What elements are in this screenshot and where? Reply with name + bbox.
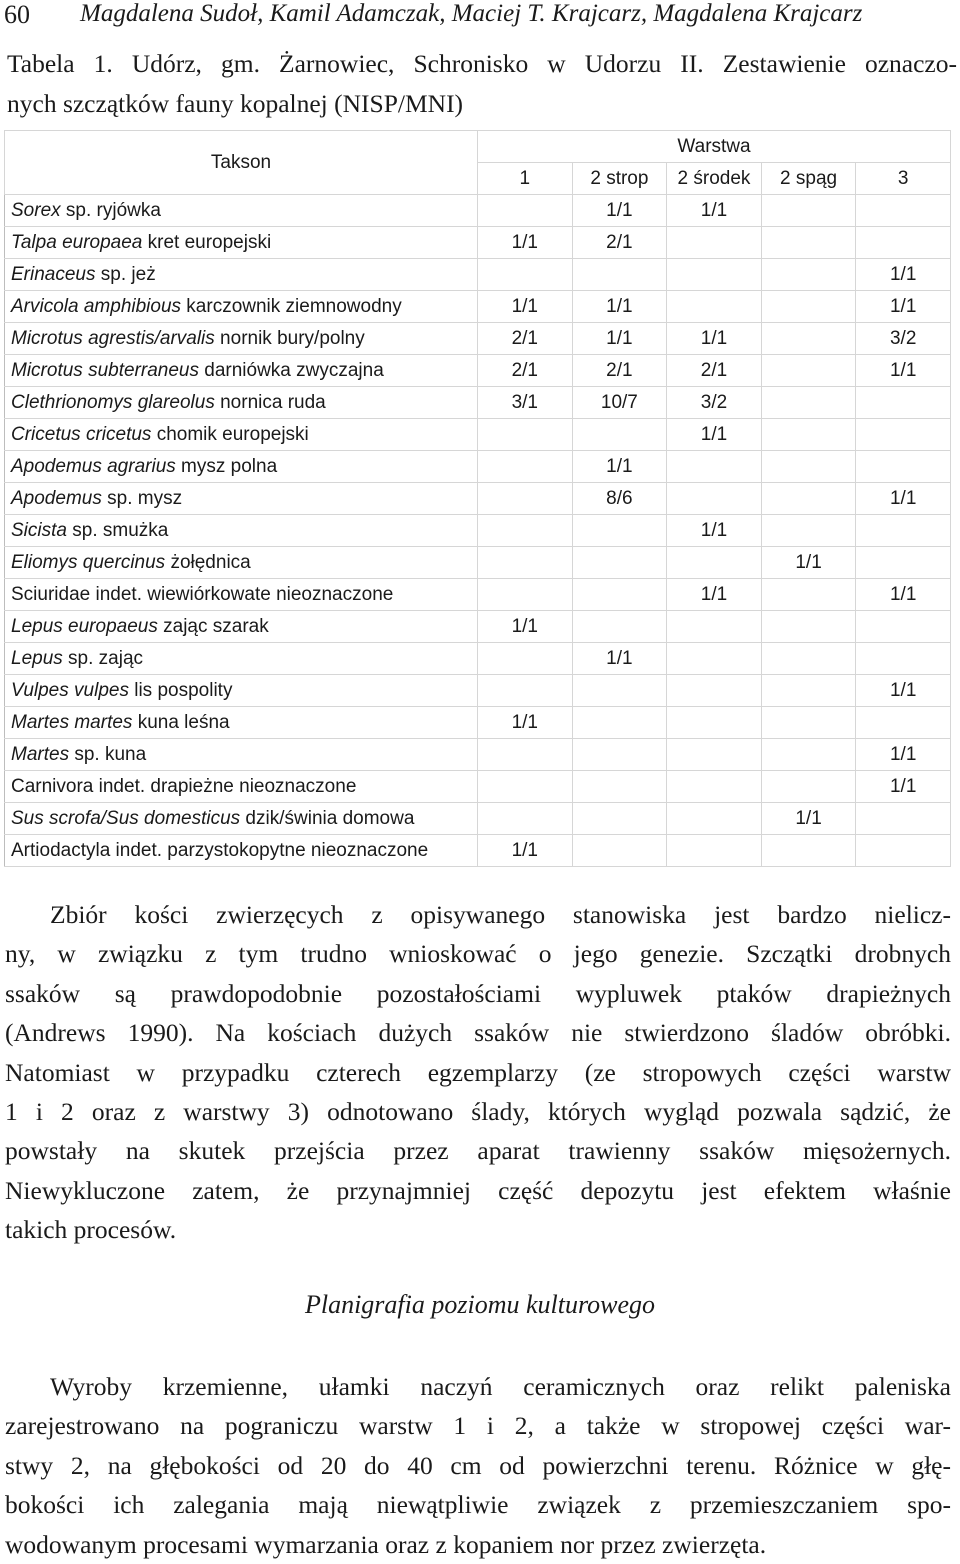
count-cell [572, 611, 667, 643]
count-cell [667, 803, 762, 835]
count-cell [572, 675, 667, 707]
table-row [5, 291, 951, 323]
running-header-authors: Magdalena Sudoł, Kamil Adamczak, Maciej T. Krajcarz, Magdalena Krajcarz [80, 0, 863, 27]
count-cell [667, 643, 762, 675]
taxon-cell [5, 515, 478, 547]
count-cell: 2/1 [667, 355, 762, 387]
taxon-latin-name: Talpa europaea [11, 231, 143, 253]
count-cell [761, 419, 856, 451]
count-cell [572, 515, 667, 547]
text-line: takich procesów. [5, 1215, 177, 1245]
text-line: (Andrews 1990). Na kościach dużych ssaków nie stwierdzono śladów obróbki. [5, 1018, 951, 1048]
count-cell [572, 739, 667, 771]
count-cell [478, 451, 573, 483]
taxon-cell [5, 419, 478, 451]
count-cell [761, 195, 856, 227]
table-row [5, 547, 951, 579]
count-cell: 2/1 [478, 355, 573, 387]
table-row [5, 771, 951, 803]
count-cell: 1/1 [667, 419, 762, 451]
count-cell [478, 739, 573, 771]
count-cell: 1/1 [478, 611, 573, 643]
taxon-cell [5, 547, 478, 579]
count-cell [856, 803, 951, 835]
count-cell: 8/6 [572, 483, 667, 515]
taxon-latin-name: Vulpes vulpes [11, 679, 129, 701]
taxon-common-name: nornik bury/polny [214, 327, 365, 349]
count-cell [761, 515, 856, 547]
taxon-cell [5, 323, 478, 355]
count-cell: 2/1 [478, 323, 573, 355]
taxon-latin-name: Clethrionomys glareolus [11, 391, 215, 413]
count-cell [478, 579, 573, 611]
taxon-cell [5, 771, 478, 803]
count-cell: 1/1 [572, 195, 667, 227]
taxon-cell [5, 739, 478, 771]
text-line: wodowanym procesami wymarzania oraz z kopaniem nor przez zwierzęta. [5, 1529, 767, 1559]
table-row [5, 323, 951, 355]
table-caption-line: Tabela 1. Udórz, gm. Żarnowiec, Schronisko w Udorzu II. Zestawienie oznaczo- [7, 49, 957, 78]
count-cell: 1/1 [856, 675, 951, 707]
taxon-cell [5, 259, 478, 291]
count-cell: 3/1 [478, 387, 573, 419]
count-cell [478, 515, 573, 547]
taxon-common-name: chomik europejski [151, 423, 309, 445]
taxon-latin-name: Lepus [11, 647, 63, 669]
running-header [0, 0, 960, 34]
taxon-cell [5, 675, 478, 707]
taxon-latin-name: Erinaceus [11, 263, 96, 285]
table-caption [7, 44, 957, 124]
taxon-cell [5, 355, 478, 387]
text-line: zarejestrowano na pograniczu warstw 1 i 2, a także w stropowej części war- [5, 1411, 951, 1441]
table-row [5, 355, 951, 387]
table-row [5, 675, 951, 707]
count-cell [572, 547, 667, 579]
table-row [5, 611, 951, 643]
taxon-latin-name: Apodemus [11, 487, 102, 509]
taxon-cell [5, 195, 478, 227]
count-cell: 1/1 [572, 643, 667, 675]
taxon-latin-name: Martes martes [11, 711, 133, 733]
count-cell [478, 771, 573, 803]
count-cell [667, 259, 762, 291]
count-cell [572, 803, 667, 835]
count-cell [572, 419, 667, 451]
taxon-cell [5, 643, 478, 675]
taxon-common-name: zając szarak [157, 615, 269, 637]
taxon-cell [5, 803, 478, 835]
count-cell: 1/1 [572, 451, 667, 483]
taxon-common-name: darniówka zwyczajna [198, 359, 384, 381]
table-row [5, 707, 951, 739]
text-line: stwy 2, na głębokości od 20 do 40 cm od powierzchni terenu. Różnice w głę- [5, 1450, 951, 1480]
taxon-latin-name: Sicista [11, 519, 67, 541]
taxon-common-name: karczownik ziemnowodny [181, 295, 402, 317]
count-cell: 2/1 [572, 355, 667, 387]
taxon-latin-name: Apodemus agrarius [11, 455, 176, 477]
count-cell: 1/1 [478, 835, 573, 867]
count-cell [667, 675, 762, 707]
paragraph-remains-interpretation [5, 895, 951, 1250]
page-number: 60 [4, 0, 30, 29]
section-heading: Planigrafia poziomu kulturowego [304, 1290, 656, 1319]
taxon-common-name: sp. jeż [95, 263, 156, 285]
taxon-common-name: sp. smużka [66, 519, 169, 541]
taxon-latin-name: Martes [11, 743, 70, 765]
table-caption-line: nych szczątków fauny kopalnej (NISP/MNI) [7, 89, 464, 118]
count-cell [856, 227, 951, 259]
table-row [5, 387, 951, 419]
text-line: ssaków są prawdopodobnie pozostałościami wypluwek ptaków drapieżnych [5, 978, 951, 1008]
count-cell: 1/1 [667, 323, 762, 355]
layer-column-header: 3 [856, 163, 951, 195]
taxon-cell [5, 579, 478, 611]
count-cell: 1/1 [572, 291, 667, 323]
table-row [5, 835, 951, 867]
count-cell: 1/1 [572, 323, 667, 355]
taxon-common-name: Artiodactyla indet. parzystokopytne nieoznaczone [11, 839, 429, 861]
count-cell [667, 611, 762, 643]
count-cell [478, 547, 573, 579]
count-cell [856, 387, 951, 419]
count-cell: 1/1 [667, 515, 762, 547]
count-cell: 1/1 [856, 291, 951, 323]
text-line: Natomiast w przypadku czterech egzemplarzy (ze stropowych części warstw [5, 1057, 951, 1087]
layer-column-header: 2 środek [667, 163, 762, 195]
table-row [5, 643, 951, 675]
taxon-common-name: kret europejski [142, 231, 272, 253]
taxon-common-name: sp. kuna [69, 743, 147, 765]
taxon-latin-name: Cricetus cricetus [11, 423, 152, 445]
text-line: 1 i 2 oraz z warstwy 3) odnotowano ślady, których wygląd pozwala sądzić, że [5, 1097, 951, 1127]
count-cell [572, 771, 667, 803]
count-cell: 1/1 [478, 291, 573, 323]
count-cell [478, 419, 573, 451]
count-cell: 1/1 [478, 707, 573, 739]
table-row [5, 483, 951, 515]
count-cell [572, 707, 667, 739]
count-cell [761, 579, 856, 611]
count-cell [761, 611, 856, 643]
count-cell [572, 835, 667, 867]
count-cell [761, 707, 856, 739]
table-row [5, 227, 951, 259]
count-cell: 3/2 [667, 387, 762, 419]
taxon-latin-name: Lepus europaeus [11, 615, 158, 637]
count-cell [572, 259, 667, 291]
count-cell [856, 835, 951, 867]
count-cell [761, 739, 856, 771]
count-cell: 1/1 [761, 547, 856, 579]
count-cell [478, 195, 573, 227]
taxon-common-name: dzik/świnia domowa [240, 807, 415, 829]
taxon-latin-name: Microtus agrestis/arvalis [11, 327, 215, 349]
count-cell [856, 611, 951, 643]
text-line: ny, w związku z tym trudno wnioskować o jego genezie. Szczątki drobnych [5, 939, 951, 969]
count-cell [667, 483, 762, 515]
taxon-common-name: sp. ryjówka [60, 199, 161, 221]
count-cell: 1/1 [856, 483, 951, 515]
taxon-cell [5, 227, 478, 259]
taxon-header: Takson [5, 131, 478, 195]
table-row [5, 739, 951, 771]
count-cell [478, 675, 573, 707]
count-cell [667, 739, 762, 771]
taxon-cell [5, 291, 478, 323]
taxon-cell [5, 387, 478, 419]
taxon-common-name: Sciuridae indet. wiewiórkowate nieoznaczone [11, 583, 394, 605]
paragraph-cultural-level [5, 1367, 951, 1564]
count-cell [761, 323, 856, 355]
fauna-table [4, 130, 950, 867]
count-cell: 1/1 [856, 771, 951, 803]
count-cell [856, 707, 951, 739]
count-cell: 1/1 [667, 579, 762, 611]
count-cell [761, 227, 856, 259]
count-cell: 1/1 [856, 259, 951, 291]
count-cell [856, 515, 951, 547]
text-line: powstały na skutek przejścia przez aparat trawienny ssaków mięsożernych. [5, 1136, 951, 1166]
count-cell [761, 675, 856, 707]
table-row [5, 451, 951, 483]
taxon-latin-name: Eliomys quercinus [11, 551, 166, 573]
count-cell [667, 547, 762, 579]
count-cell: 10/7 [572, 387, 667, 419]
count-cell [761, 387, 856, 419]
count-cell [667, 771, 762, 803]
taxon-common-name: sp. mysz [101, 487, 183, 509]
count-cell [761, 291, 856, 323]
count-cell: 1/1 [856, 355, 951, 387]
text-line: Zbiór kości zwierzęcych z opisywanego stanowiska jest bardzo nielicz- [50, 900, 951, 929]
taxon-common-name: lis pospolity [128, 679, 233, 701]
taxon-cell [5, 707, 478, 739]
count-cell [856, 451, 951, 483]
count-cell [478, 643, 573, 675]
taxon-latin-name: Sorex [11, 199, 61, 221]
table-row [5, 803, 951, 835]
count-cell [761, 483, 856, 515]
table-row [5, 195, 951, 227]
taxon-cell [5, 483, 478, 515]
text-line: Niewykluczone zatem, że przynajmniej część depozytu jest efektem właśnie [5, 1175, 951, 1205]
taxon-latin-name: Sus scrofa/Sus domesticus [11, 807, 241, 829]
count-cell [667, 451, 762, 483]
taxon-latin-name: Microtus subterraneus [11, 359, 199, 381]
taxon-common-name: nornica ruda [214, 391, 326, 413]
count-cell [667, 835, 762, 867]
taxon-cell [5, 835, 478, 867]
layer-group-header: Warstwa [478, 131, 951, 163]
taxon-common-name: mysz polna [175, 455, 278, 477]
taxon-common-name: Carnivora indet. drapieżne nieoznaczone [11, 775, 357, 797]
layer-column-header: 2 spąg [761, 163, 856, 195]
count-cell: 3/2 [856, 323, 951, 355]
count-cell [667, 707, 762, 739]
count-cell: 1/1 [667, 195, 762, 227]
count-cell [572, 579, 667, 611]
count-cell [856, 419, 951, 451]
count-cell [667, 227, 762, 259]
count-cell: 1/1 [856, 739, 951, 771]
count-cell [478, 803, 573, 835]
taxon-latin-name: Arvicola amphibious [11, 295, 182, 317]
taxon-common-name: sp. zając [62, 647, 144, 669]
taxon-common-name: żołędnica [165, 551, 251, 573]
count-cell [761, 259, 856, 291]
table-row [5, 515, 951, 547]
table-row [5, 259, 951, 291]
count-cell [761, 771, 856, 803]
taxon-cell [5, 451, 478, 483]
count-cell [478, 483, 573, 515]
taxon-common-name: kuna leśna [132, 711, 230, 733]
count-cell [478, 259, 573, 291]
layer-column-header: 2 strop [572, 163, 667, 195]
taxon-cell [5, 611, 478, 643]
count-cell [856, 643, 951, 675]
count-cell: 2/1 [572, 227, 667, 259]
count-cell [856, 195, 951, 227]
table-row [5, 579, 951, 611]
text-line: Wyroby krzemienne, ułamki naczyń ceramicznych oraz relikt paleniska [50, 1372, 951, 1401]
count-cell: 1/1 [761, 803, 856, 835]
table-row [5, 419, 951, 451]
count-cell [761, 835, 856, 867]
layer-column-header: 1 [478, 163, 573, 195]
count-cell [761, 355, 856, 387]
count-cell [761, 451, 856, 483]
count-cell: 1/1 [856, 579, 951, 611]
count-cell: 1/1 [478, 227, 573, 259]
count-cell [856, 547, 951, 579]
text-line: bokości ich zalegania mają niewątpliwie związek z przemieszczaniem spo- [5, 1490, 951, 1520]
count-cell [761, 643, 856, 675]
count-cell [667, 291, 762, 323]
